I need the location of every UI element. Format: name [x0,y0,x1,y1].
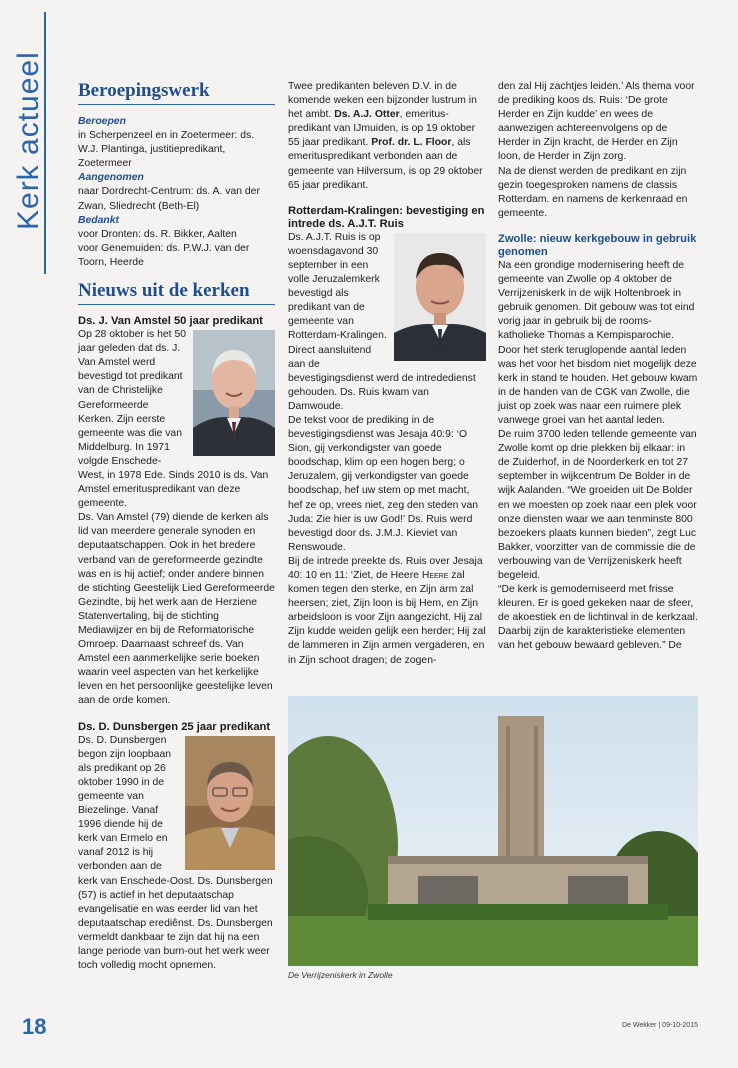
vanamstel-heading: Ds. J. Van Amstel 50 jaar predikant [78,315,263,328]
heere-smallcaps: Heere [421,570,449,581]
floor-text: , als emerituspredikant verbonden aan de gemeente van Hilversum, is op 29 oktober 65 jaar predikant. [288,137,483,191]
column-1 [78,80,275,973]
church-photo [288,696,698,966]
otter-name: Ds. A.J. Otter [334,109,400,121]
section-title: Kerk actueel [12,51,45,230]
vanamstel-text-2: Ds. Van Amstel (79) diende de kerken als lid van meerdere generale synoden en deputaatschappen. Ook in het bredere verband van de gereformeerde gezindte was en is hij actief; onder andere binnen de stichting Geestelijk Lied Gereformeerde Gezindte, bij het werk aan de Herziene Statenvertaling, bij de stichting Mediawijzer en bij de Reformatorische Omroep. Daarnaast schreef ds. Van Amstel een aanmerkelijke serie boeken waarin veel aspecten van het kerkelijke leven en het persoonlijke geestelijke leven aan de orde komen. [78,512,275,707]
ruis-text-4 [288,555,486,668]
otter-text: , emerituspredikant van IJmuiden, is op 19 oktober 55 jaar predikant. [288,109,476,149]
lustrum-intro: Twee predikanten beleven D.V. in de komende weken een bijzonder lustrum in het ambt. [288,81,477,121]
ruis-text-4a: Bij de intrede preekte ds. Ruis over Jesaja 40: 10 en 11: ‘Ziet, de Heere [288,555,483,581]
church-photo-caption: De Verrijzeniskerk in Zwolle [288,970,393,980]
aangenomen-label: Aangenomen [78,172,144,184]
column-2 [288,80,486,668]
ruis-text-4b: zal komen tegen den sterke, en Zijn arm zal heersen; ziet, Zijn loon is bij Hem, en Zijn arbeidsloon is voor Zijn aangezicht. Hij zal Zijn kudde weiden gelijk een herder; Hij zal de lammeren in Zijn armen vergaderen, en in Zijn schoot dragen; de zogen- [288,570,486,666]
ruis-photo [394,233,486,361]
floor-name: Prof. dr. L. Floor [371,137,452,149]
ruis-heading: Rotterdam-Kralingen: bevestiging en intrede ds. A.J.T. Ruis [288,204,485,230]
zwolle-text-3: “De kerk is gemoderniseerd met frisse kleuren. Er is goed gekeken naar de sfeer, de akoestiek en de lichtinval in de kerkzaal. Daarbij zijn de karakteristieke elementen van het gebouw bewaard gebleven.” De [498,584,698,652]
ruis-text-5: Na de dienst werden de predikant en zijn gezin toegesproken namens de classis Rotterdam. en namens de kerkenraad en gemeente. [498,165,688,219]
bedankt-text-1: voor Dronten: ds. R. Bikker, Aalten [78,228,237,240]
beroepingswerk-title: Beroepingswerk [78,80,275,105]
bedankt-label: Bedankt [78,214,119,226]
zwolle-text-1: Na een grondige modernisering heeft de gemeente van Zwolle op 4 oktober de Verrijzeniskerk in de wijk Holtenbroek in gebruik genomen. Dit gebouw was tot eind vorig jaar in gebruik bij de rooms-katholieke Thomas a Kempisparochie. Door het sterk teruglopende aantal leden was het voor het bisdom niet mogelijk deze kerk in stand te houden. Het gebouw kwam in de handen van de CGK van Zwolle, die juist op zoek was naar een ruimere plek vanwege groei van het aantal leden. [498,259,698,426]
lustrum-text [288,80,486,193]
ruis-text-3: De tekst voor de prediking in de bevestigingsdienst was Jesaja 40:9: ‘O Sion, gij verkondigster van goede boodschap, klim op een hogen berg; o Jeruzalem, gij verkondigster van goede boodschap, hef uw stem op met macht, hef ze op, vrees niet, zeg den steden van Juda: Zie hier is uw God!’ Ds. Ruis werd bevestigd door ds. J.M.J. Kieviet van Renswoude. [288,414,479,553]
ruis-text-2: Direct aansluitend aan de bevestigingsdienst werd de intrededienst gehouden. Ds. Ruis kwam van Damwoude. [288,344,476,412]
nieuws-title: Nieuws uit de kerken [78,280,275,305]
zwolle-heading: Zwolle: nieuw kerkgebouw in gebruik genomen [498,232,697,258]
column-3 [498,80,698,654]
zwolle-text-2: De ruim 3700 leden tellende gemeente van Zwolle komt op drie plekken bij elkaar: in de Zuiderhof, in de Noorderkerk en tot 27 september in wijkcentrum De Bolder in de wijk Aalanden. “We groeiden uit De Bolder en we moesten op zoek naar een plek voor onze diensten waar we aan tenminste 800 bezoekers plaats kunnen bieden”, zegt Luc Bakker, voorzitter van de commissie die de verbouwing van de Verrijzeniskerk heeft begeleid. [498,429,697,581]
vanamstel-text-1: Op 28 oktober is het 50 jaar geleden dat ds. J. Van Amstel werd bevestigd tot predikant van de Christelijke Gereformeerde Kerken. Zijn eerste gemeente was die van Middelburg. In 1971 volgde Enschede-West, in 1978 Ede. Sinds 2010 is ds. Van Amstel emerituspredikant van deze gemeente. [78,329,269,510]
beroepen-label: Beroepen [78,116,126,127]
page-number: 18 [22,1014,47,1039]
vanamstel-photo [193,330,275,456]
footer-publication: De Wekker | 09-10-2015 [621,1022,698,1029]
bedankt-text-2: voor Genemuiden: ds. P.W.J. van der Toorn, Heerde [78,242,250,268]
ruis-continued: den zal Hij zachtjes leiden.’ Als thema voor de prediking koos ds. Ruis: ‘De grote Herder en Zijn kudde’ en wees de aanwezigen achtereenvolgens op de Herder in Zijn kracht, de Herder en Zijn loon, de Herder in Zijn zorg. [498,81,695,163]
section-sideband [0,0,50,1068]
dunsbergen-photo [185,736,275,870]
beroepen-text: in Scherpenzeel en in Zoetermeer: ds. W.J. Plantinga, justitiepredikant, Zoetermeer [78,130,255,170]
ruis-text-1: Ds. A.J.T. Ruis is op woensdagavond 30 september in een volle Jeruzalemkerk bevestigd als predikant van de gemeente van Rotterdam-Kralingen. [288,231,387,342]
aangenomen-text: naar Dordrecht-Centrum: ds. A. van der Zwan, Sliedrecht (Beth-El) [78,186,260,212]
dunsbergen-text: Ds. D. Dunsbergen begon zijn loopbaan als predikant op 26 oktober 1990 in de gemeente van Biezelinge. Vanaf 1996 diende hij de kerk van Ermelo en vanaf 2012 is hij verbonden aan de kerk van Enschede-Oost. Ds. Dunsbergen (57) is actief in het deputaatschap evangelisatie en was eerder lid van het deputaatschap erediênst. Ds. Dunsbergen vermeldt dankbaar te zijn dat hij na een lange periode van burn-out het werk weer toch volledig mocht opnemen. [78,734,273,972]
dunsbergen-heading: Ds. D. Dunsbergen 25 jaar predikant [78,720,271,733]
